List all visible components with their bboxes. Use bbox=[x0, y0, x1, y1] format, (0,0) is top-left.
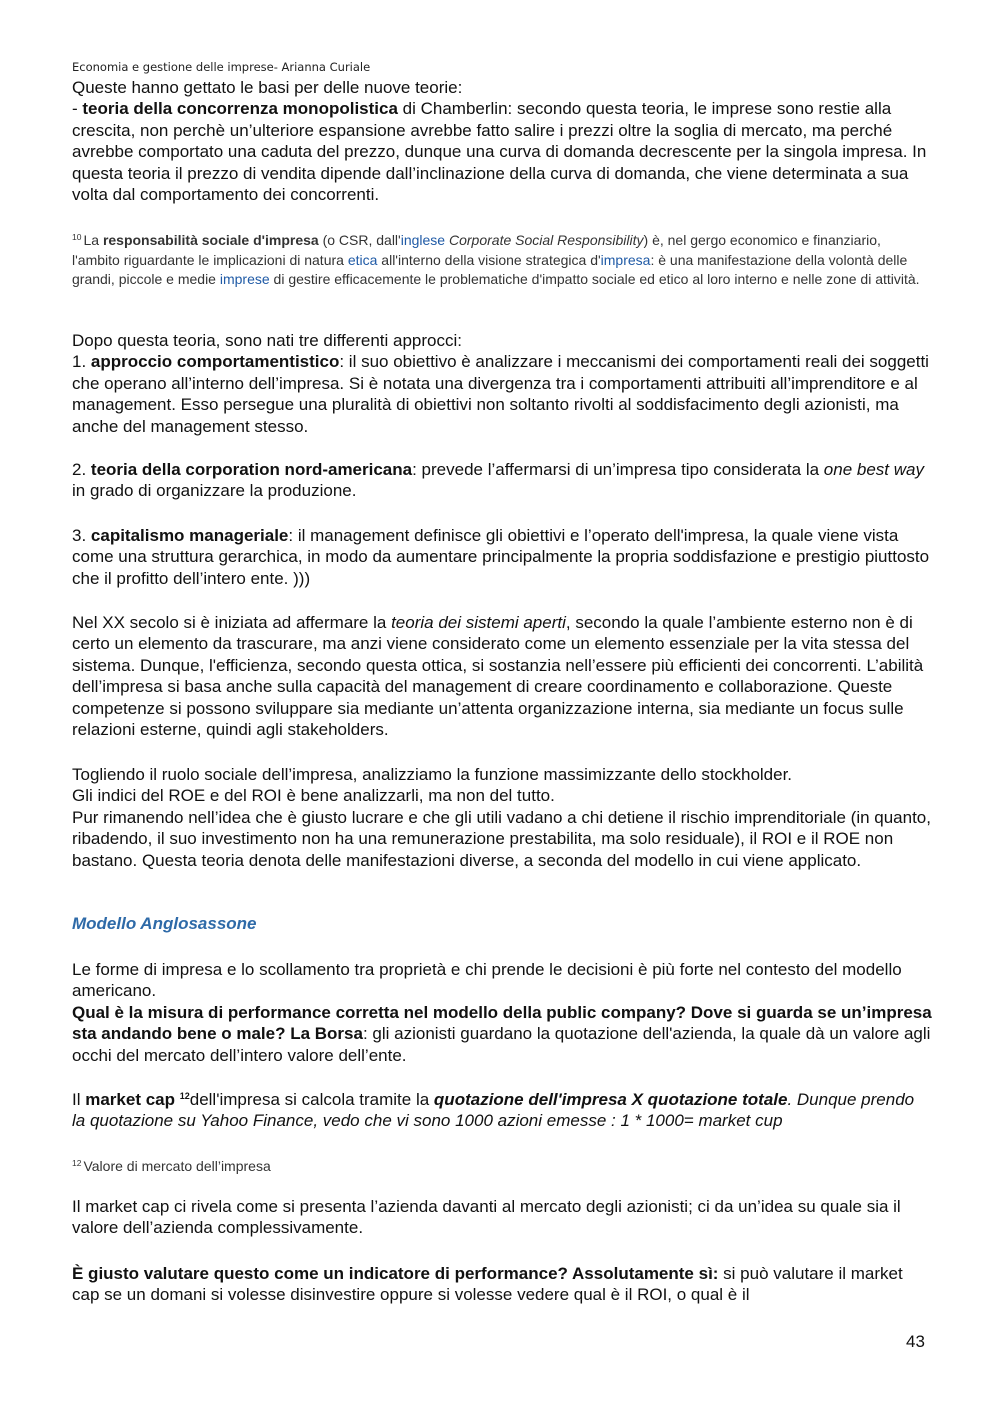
footnote-12: $^{12}$ Valore di mercato dell’impresa bbox=[72, 1158, 271, 1174]
approccio-2: 2. teoria della corporation nord-americana: prevede l’affermarsi di un’impresa tipo considerata la one best way in grado di organizzare la produzione. bbox=[72, 460, 924, 501]
section-heading-modello-anglosassone: Modello Anglosassone bbox=[72, 914, 257, 933]
footnote-10: $^{10}$ La responsabilità sociale d'impresa (o CSR, dall'inglese Corporate Social Responsibility) è, nel gergo economico e finanziario, l'ambito riguardante le implicazioni di natura etica all'interno della visione strategica d'impresa: è una manifestazione della volontà delle grandi, piccole e medie imprese di gestire efficacemente le problematiche d'impatto sociale ed etico al loro interno e nelle zone di attività. bbox=[72, 232, 920, 287]
rivela-paragraph: Il market cap ci rivela come si presenta l’azienda davanti al mercato degli azionisti; ci da un’idea su quale sia il valore dell’azienda complessivamente. bbox=[72, 1197, 901, 1238]
link-etica[interactable]: etica bbox=[347, 251, 378, 268]
stockholder-paragraph: Togliendo il ruolo sociale dell’impresa, analizziamo la funzione massimizzante dello stockholder. Gli indici del ROE e del ROI è bene analizzarli, ma non del tutto. Pur rimanendo nell’idea che è giusto lucrare e che gli utili vadano a chi detiene il rischio imprenditoriale (in quanto, ribadendo, il suo investimento non ha una remunerazione prestabilita, ma solo residuale), il ROI e il ROE non bastano. Questa teoria denota delle manifestazioni diverse, a seconda del modello in cui viene applicato. bbox=[72, 765, 931, 870]
footnote-number: 12 bbox=[72, 1158, 82, 1168]
approccio-1: 1. approccio comportamentistico: il suo obiettivo è analizzare i meccanismi dei comportamenti reali dei soggetti che operano all’interno dell’impresa. Si è notata una divergenza tra i comportamenti attribuiti all’imprenditore e al management. Esso persegue una pluralità di obiettivi non soltanto rivolti al soddisfacimento degli azionisti, ma anche del management stesso. bbox=[72, 352, 929, 436]
footnote-number: 10 bbox=[72, 232, 82, 242]
footnote-ref-12: 12 bbox=[179, 1091, 190, 1101]
intro-line: Queste hanno gettato le basi per delle nuove teorie: bbox=[72, 78, 463, 97]
forme-paragraph: Le forme di impresa e lo scollamento tra proprietà e chi prende le decisioni è più forte nel contesto del modello americano. Qual è la misura di performance corretta nel modello della public company? Dove si guarda se un’impresa sta andando bene o male? La Borsa: gli azionisti guardano la quotazione dell'azienda, la quale dà un valore agli occhi del mercato dell’intero valore dell’ente. bbox=[72, 960, 932, 1065]
page-number: 43 bbox=[906, 1332, 925, 1351]
giusto-paragraph: È giusto valutare questo come un indicatore di performance? Assolutamente sì: si può valutare il market cap se un domani si volesse disinvestire oppure si volesse vedere qual è il ROI, o qual è il bbox=[72, 1264, 903, 1305]
running-header: Economia e gestione delle imprese- Arianna Curiale bbox=[72, 60, 371, 74]
link-inglese[interactable]: inglese bbox=[400, 232, 446, 248]
link-impresa[interactable]: impresa bbox=[600, 251, 651, 268]
concorrenza-item: - teoria della concorrenza monopolistica di Chamberlin: secondo questa teoria, le imprese sono restie alla crescita, non perchè un’ulteriore espansione avrebbe fatto salire i prezzi oltre la soglia di mercato, ma perché avrebbe comportato una caduta del prezzo, dunque una curva di domanda decrescente per la singola impresa. In questa teoria il prezzo di vendita dipende dall’inclinazione della curva di domanda, che viene determinata a sua volta dal comportamento dei concorrenti. bbox=[72, 99, 927, 205]
concorrenza-term: teoria della concorrenza monopolistica bbox=[82, 99, 398, 119]
link-imprese[interactable]: imprese bbox=[219, 271, 270, 287]
approcci-paragraph bbox=[72, 330, 932, 437]
approcci-intro: Dopo questa teoria, sono nati tre differenti approcci: bbox=[72, 331, 462, 350]
market-cap-paragraph: Il market cap $^{12}$dell'impresa si calcola tramite la quotazione dell'impresa X quotazione totale. Dunque prendo la quotazione su Yahoo Finance, vedo che vi sono 1000 azioni emesse : 1 * 1000= market cup bbox=[72, 1090, 915, 1131]
approccio-3: 3. capitalismo manageriale: il management definisce gli obiettivi e l’operato dell'impresa, la quale viene vista come una struttura gerarchica, in modo da aumentare principalmente la propria soddisfazione e prestigio piuttosto che il profitto dell’intero ente. ))) bbox=[72, 526, 930, 588]
sistemi-aperti-paragraph: Nel XX secolo si è iniziata ad affermare la teoria dei sistemi aperti, secondo la quale l’ambiente esterno non è di certo un elemento da trascurare, ma anzi viene considerato come un elemento essenziale per la vita stessa del sistema. Dunque, l'efficienza, secondo questa ottica, si sostanzia nell’essere più efficienti dei concorrenti. L’abilità dell’impresa si basa anche sulla capacità del management di creare coordinamento e collaborazione. Queste competenze si possono sviluppare sia mediante un’attenta organizzazione interna, sia mediante un focus sulle relazioni esterne, quindi agli stakeholders. bbox=[72, 613, 924, 740]
concorrenza-paragraph bbox=[72, 77, 932, 205]
